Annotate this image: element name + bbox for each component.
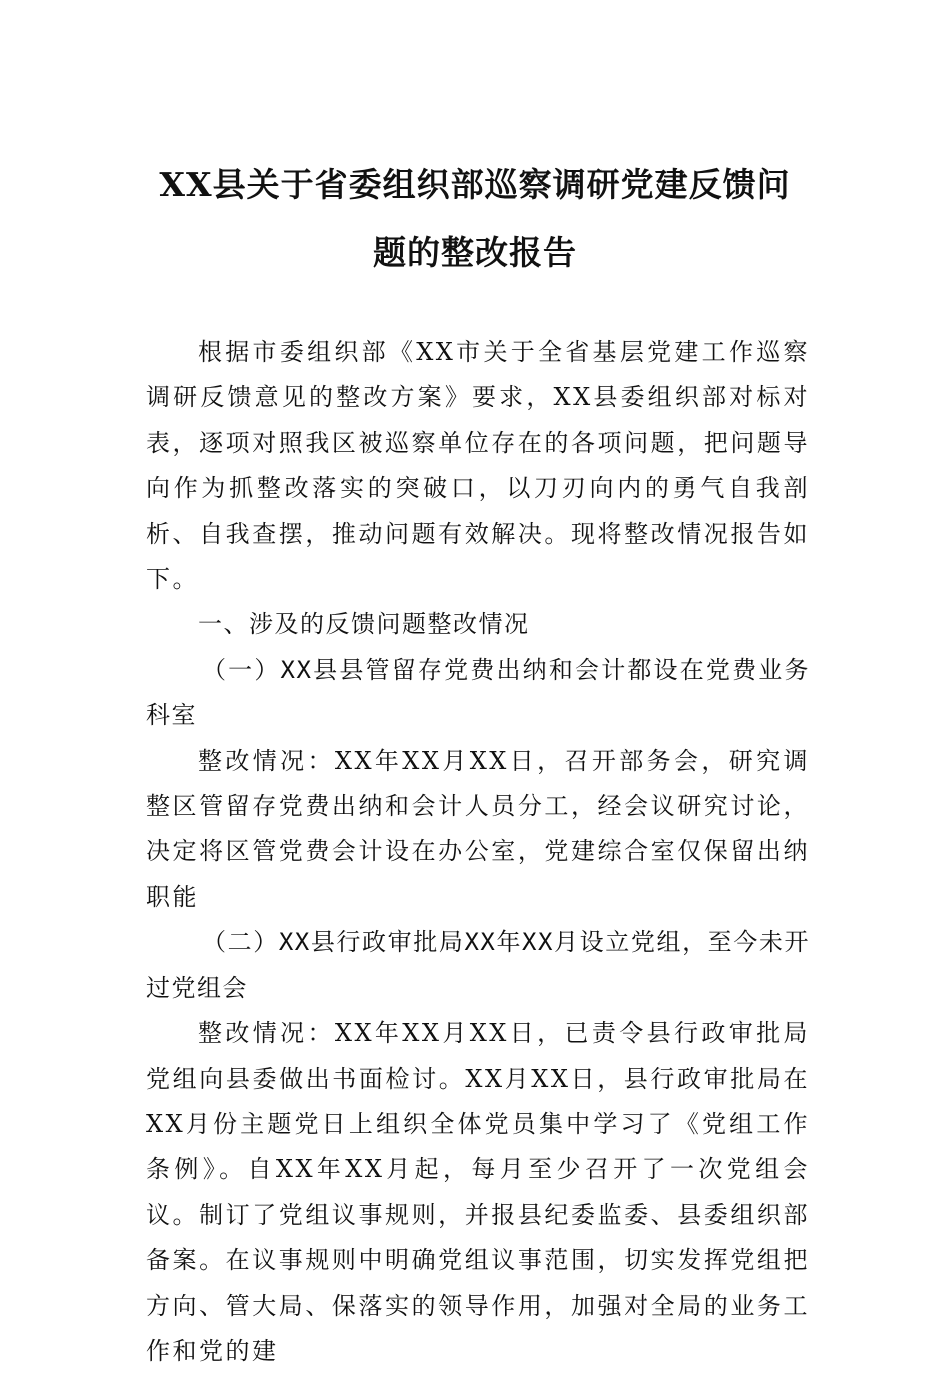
document-title-line-2: 题的整改报告	[373, 233, 577, 272]
item-heading-2: （二）XX县行政审批局XX年XX月设立党组，至今未开过党组会	[146, 928, 810, 1002]
document-title-line-1: XX县关于省委组织部巡察调研党建反馈问	[159, 165, 791, 204]
item-heading-1: （一）XX县县管留存党费出纳和会计都设在党费业务科室	[146, 655, 810, 730]
item-body-2: 整改情况：XX年XX月XX日，已责令县行政审批局党组向县委做出书面检讨。XX月XX日，县行政审批局在XX月份主题党日上组织全体党员集中学习了《党组工作条例》。自XX年XX月起，每月至少召开了一次党组会议。制订了党组议事规则，并报县纪委监委、县委组织部备案。在议事规则中明确党组议事范围，切实发挥党组把方向、管大局、保落实的领导作用，加强对全局的业务工作和党的建	[146, 1019, 810, 1365]
item-body-1: 整改情况：XX年XX月XX日，召开部务会，研究调整区管留存党费出纳和会计人员分工，经会议研究讨论，决定将区管党费会计设在办公室，党建综合室仅保留出纳职能	[146, 746, 810, 911]
section-heading: 一、涉及的反馈问题整改情况	[198, 610, 530, 639]
intro-paragraph: 根据市委组织部《XX市关于全省基层党建工作巡察调研反馈意见的整改方案》要求，XX县委组织部对标对表，逐项对照我区被巡察单位存在的各项问题，把问题导向作为抓整改落实的突破口，以刀刃向内的勇气自我剖析、自我查摆，推动问题有效解决。现将整改情况报告如下。	[146, 338, 810, 594]
document-body	[146, 330, 810, 1374]
